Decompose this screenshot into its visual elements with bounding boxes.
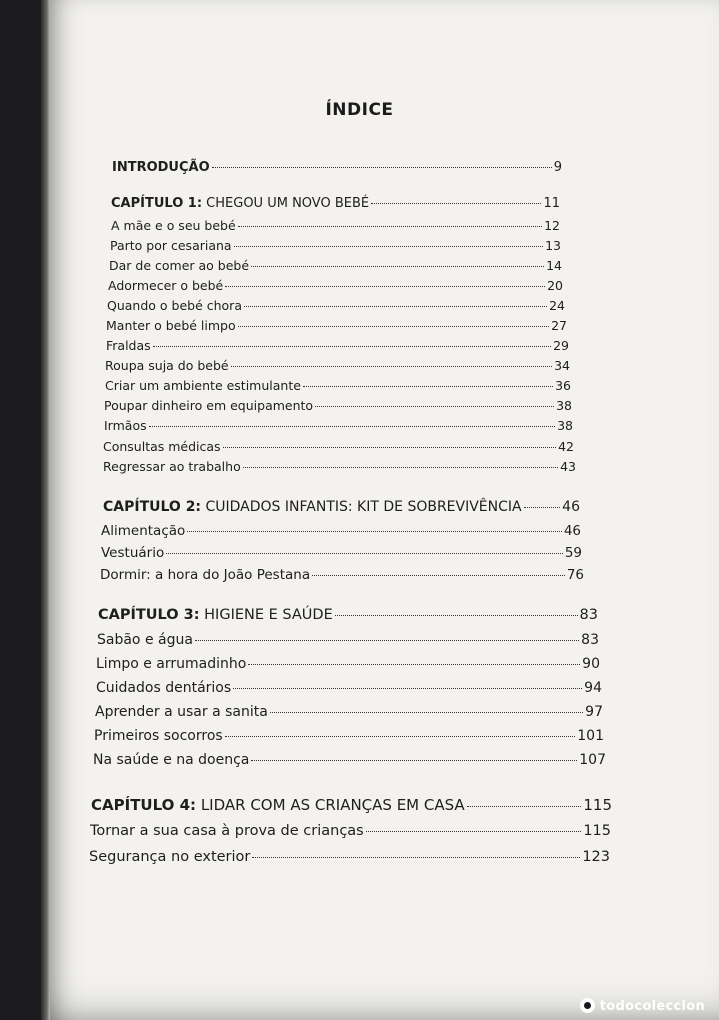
dot-leader (252, 856, 580, 858)
page-number: 115 (583, 823, 611, 839)
chapter-number: CAPÍTULO 4: (91, 796, 197, 814)
toc-entry (107, 298, 565, 313)
page-number: 43 (560, 459, 576, 474)
page-number: 94 (584, 680, 602, 696)
entry-label: Cuidados dentários (96, 680, 232, 696)
toc-entry (96, 656, 600, 672)
toc-entry (101, 523, 581, 539)
page-number: 11 (543, 196, 560, 211)
dot-leader (195, 639, 579, 641)
dot-leader (238, 225, 542, 227)
chapter-heading (91, 796, 612, 814)
dot-leader (524, 506, 561, 508)
entry-label: Consultas médicas (103, 439, 221, 454)
page-number: 20 (547, 278, 563, 293)
page-number: 29 (553, 338, 569, 353)
toc-entry (106, 318, 567, 333)
toc-entry (95, 704, 603, 720)
toc-entry (105, 378, 571, 393)
dot-leader (234, 245, 544, 247)
watermark (580, 998, 705, 1014)
dot-leader (153, 345, 551, 347)
toc-entry (101, 545, 582, 561)
chapter-number: CAPÍTULO 3: (98, 607, 200, 623)
chapter-number: CAPÍTULO 1: (111, 196, 203, 211)
dot-leader (166, 552, 563, 554)
page-number: 90 (582, 656, 600, 672)
dot-leader (149, 425, 555, 427)
entry-label: Adormecer o bebé (108, 278, 224, 293)
toc-entry (100, 567, 584, 583)
toc-entry (108, 278, 563, 293)
toc-entry (89, 849, 610, 865)
toc-entry (93, 752, 606, 768)
chapter-title: HIGIENE E SAÚDE (199, 607, 333, 623)
page-number: 12 (544, 218, 560, 233)
dot-leader (225, 285, 545, 287)
page-number: 97 (585, 704, 603, 720)
chapter-title: CHEGOU UM NOVO BEBÉ (202, 196, 370, 211)
entry-label: Tornar a sua casa à prova de crianças (90, 823, 364, 839)
dot-leader (303, 385, 553, 387)
entry-label: Quando o bebé chora (107, 298, 242, 313)
entry-label: Poupar dinheiro em equipamento (104, 398, 314, 413)
entry-label: Primeiros socorros (94, 728, 223, 744)
dot-leader (244, 305, 547, 307)
entry-label: Segurança no exterior (89, 849, 251, 865)
chapter-heading (111, 196, 560, 211)
toc-entry (103, 459, 576, 474)
dot-leader (187, 530, 562, 532)
page-number: 123 (582, 849, 610, 865)
toc-entry (104, 418, 573, 433)
toc-entry (103, 439, 574, 454)
toc-entry (111, 218, 560, 233)
entry-label: Na saúde e na doença (93, 752, 250, 768)
page-number: 83 (581, 632, 599, 648)
dot-leader (225, 735, 576, 737)
page-number: 36 (555, 378, 571, 393)
entry-label: Roupa suja do bebé (105, 358, 229, 373)
page-number: 46 (562, 499, 580, 515)
dot-leader (335, 614, 578, 616)
dot-leader (371, 202, 541, 204)
entry-label: Criar um ambiente estimulante (105, 378, 301, 393)
dot-leader (366, 830, 582, 832)
entry-label: Irmãos (104, 418, 147, 433)
page-number: 27 (551, 318, 567, 333)
page-number: 42 (558, 439, 574, 454)
watermark-text: todocoleccion (599, 999, 705, 1014)
page-title: ÍNDICE (325, 100, 394, 120)
intro-label: INTRODUÇÃO (112, 160, 210, 175)
watermark-logo-icon (580, 998, 595, 1013)
entry-label: Vestuário (101, 545, 165, 561)
entry-label: Regressar ao trabalho (103, 459, 241, 474)
dot-leader (248, 663, 580, 665)
dot-leader (270, 711, 583, 713)
dot-leader (238, 325, 549, 327)
chapter-heading (103, 499, 580, 515)
page-number: 83 (579, 607, 598, 623)
entry-label: Limpo e arrumadinho (96, 656, 247, 672)
entry-label: Sabão e água (97, 632, 193, 648)
page-number: 38 (556, 398, 572, 413)
entry-label: Dar de comer ao bebé (109, 258, 250, 273)
page-number: 34 (554, 358, 570, 373)
page-number: 115 (583, 796, 612, 814)
entry-label: Manter o bebé limpo (106, 318, 236, 333)
dot-leader (212, 166, 552, 168)
dot-leader (231, 365, 552, 367)
page-number: 101 (577, 728, 604, 744)
page-number: 59 (564, 545, 582, 561)
dot-leader (312, 574, 565, 576)
page-number: 76 (566, 567, 584, 583)
chapter-title: CUIDADOS INFANTIS: KIT DE SOBREVIVÊNCIA (201, 499, 522, 515)
page-number: 38 (557, 418, 573, 433)
entry-label: Aprender a usar a sanita (95, 704, 268, 720)
toc-entry (104, 398, 572, 413)
dot-leader (251, 759, 577, 761)
toc-entry (90, 823, 611, 839)
toc-entry (106, 338, 569, 353)
entry-label: A mãe e o seu bebé (111, 218, 236, 233)
dot-leader (251, 265, 544, 267)
toc-entry (96, 680, 602, 696)
dot-leader (315, 405, 554, 407)
page-number: 9 (553, 160, 562, 175)
entry-label: Fraldas (106, 338, 151, 353)
toc-entry (97, 632, 599, 648)
toc-entry-introducao (112, 160, 562, 175)
dot-leader (233, 687, 582, 689)
dot-leader (243, 466, 558, 468)
chapter-number: CAPÍTULO 2: (103, 499, 202, 515)
dot-leader (223, 446, 557, 448)
toc-entry (94, 728, 604, 744)
page-number: 46 (563, 523, 581, 539)
chapter-title: LIDAR COM AS CRIANÇAS EM CASA (196, 796, 465, 814)
toc-entry (110, 238, 561, 253)
page-number: 24 (549, 298, 565, 313)
page-number: 107 (579, 752, 606, 768)
dot-leader (467, 805, 582, 807)
toc-entry (109, 258, 562, 273)
toc-entry (105, 358, 570, 373)
chapter-heading (98, 607, 598, 623)
page-number: 14 (546, 258, 562, 273)
page-number: 13 (545, 238, 561, 253)
entry-label: Dormir: a hora do João Pestana (100, 567, 311, 583)
entry-label: Alimentação (101, 523, 186, 539)
entry-label: Parto por cesariana (110, 238, 232, 253)
